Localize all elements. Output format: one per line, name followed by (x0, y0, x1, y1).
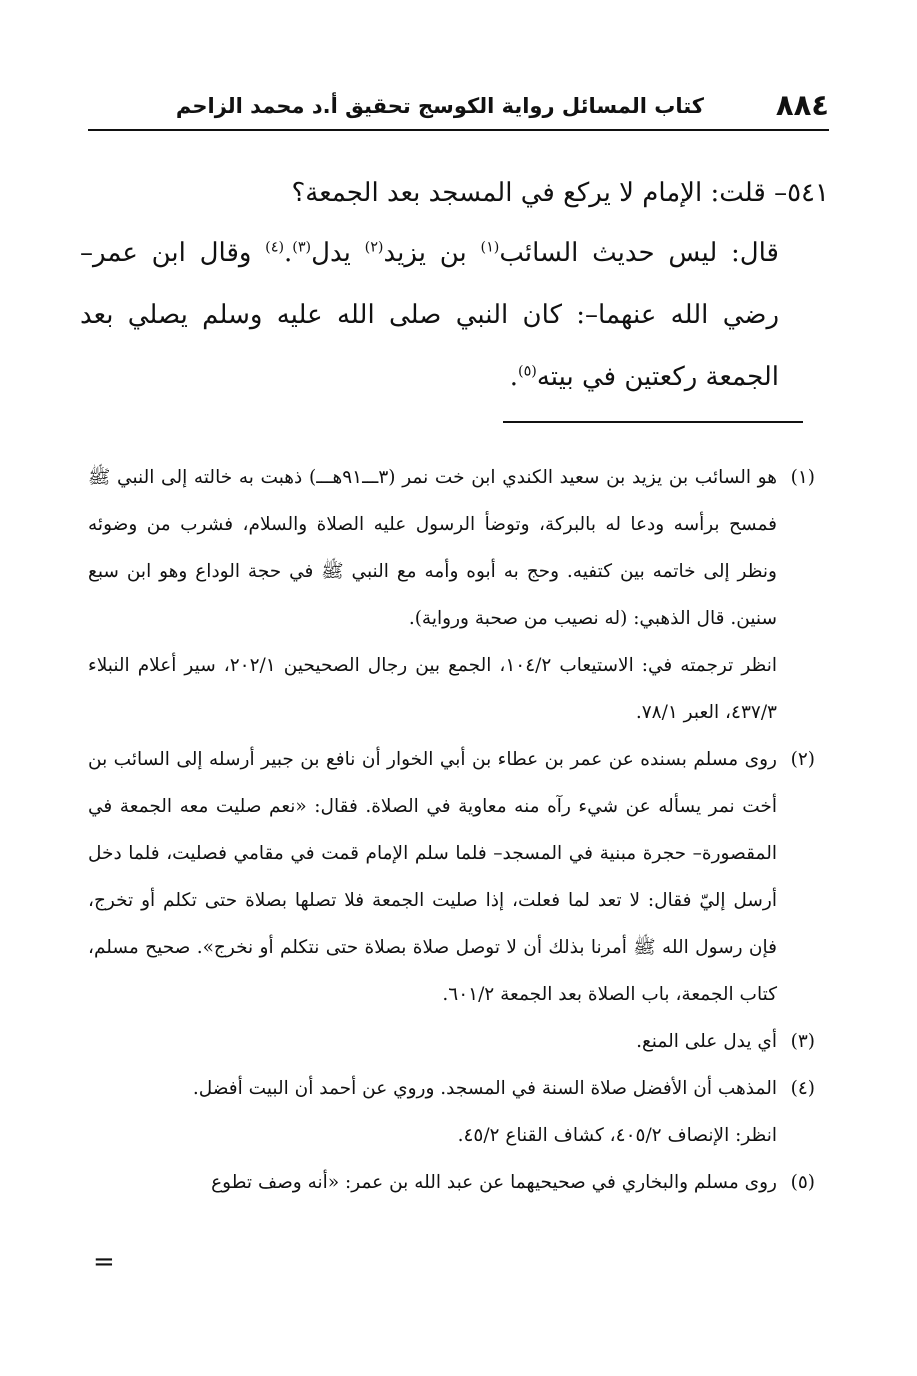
footnote-number: (٢) (790, 749, 815, 770)
footnotes (88, 454, 815, 1206)
footnote-paragraph: المذهب أن الأفضل صلاة السنة في المسجد. وروي عن أحمد أن البيت أفضل. (192, 1078, 777, 1099)
footnote-separator (503, 421, 803, 423)
footnote-4 (88, 1065, 815, 1159)
answer-prefix: قال: ليس حديث السائب (499, 238, 779, 268)
footnote-number: (٤) (790, 1078, 815, 1099)
main-text (80, 168, 829, 408)
page-number: ٨٨٤ (775, 88, 829, 122)
footnote-5 (88, 1159, 815, 1206)
footnote-ref-1: (١) (480, 239, 500, 256)
question-541: ٥٤١– قلت: الإمام لا يركع في المسجد بعد الجمعة؟ (291, 178, 829, 208)
answer-part-4: . (284, 238, 293, 268)
footnote-ref-3: (٣) (292, 239, 312, 256)
footnote-ref-2: (٢) (364, 239, 384, 256)
footnote-paragraph: روى مسلم بسنده عن عمر بن عطاء بن أبي الخوار أن نافع بن جبير أرسله إلى السائب بن أخت نمر يسأله عن شيء رآه منه معاوية في الصلاة. فقال: «نعم صليت معه الجمعة في المقصورة– حجرة مبنية في المسجد– فلما سلم الإمام قمت في مقامي فصليت، فلما دخل أرسل إليّ فقال: لا تعد لما فعلت، إذا صليت الجمعة فلا تصلها بصلاة حتى تكلم أو تخرج، فإن رسول الله ﷺ أمرنا بذلك أن لا توصل صلاة بصلاة حتى نتكلم أو نخرج». صحيح مسلم، كتاب الجمعة، باب الصلاة بعد الجمعة ٦٠١/٢. (88, 749, 777, 1005)
footnote-ref-5: (٥) (517, 363, 537, 380)
footnote-number: (٣) (790, 1031, 815, 1052)
footnote-2 (88, 736, 815, 1018)
footnote-paragraph: أي يدل على المنع. (636, 1031, 777, 1052)
answer-part-5: وقال ابن عمر– رضي الله عنهما–: كان النبي صلى الله عليه وسلم يصلي بعد الجمعة ركعتين في بيته (80, 238, 779, 392)
footnote-3 (88, 1018, 815, 1065)
answer-text (80, 222, 779, 408)
footnote-paragraph: روى مسلم والبخاري في صحيحيهما عن عبد الله بن عمر: «أنه وصف تطوع (211, 1172, 777, 1193)
footnote-number: (١) (790, 467, 815, 488)
running-title: كتاب المسائل رواية الكوسج تحقيق أ.د محمد الزاحم (175, 94, 704, 118)
continuation-mark: = (93, 1247, 115, 1277)
footnote-paragraph: انظر: الإنصاف ٤٠٥/٢، كشاف القناع ٤٥/٢. (457, 1125, 777, 1146)
page-header (88, 86, 829, 130)
footnote-paragraph: هو السائب بن يزيد بن سعيد الكندي ابن خت نمر (٣ـــ٩١هـــ) ذهبت به خالته إلى النبي ﷺ فمسح برأسه ودعا له بالبركة، وتوضأ الرسول عليه الصلاة والسلام، فشرب من وضوئه ونظر إلى خاتمه بين كتفيه. وحج به أبوه وأمه مع النبي ﷺ في حجة الوداع وهو ابن سبع سنين. قال الذهبي: (له نصيب من صحبة ورواية). (88, 467, 777, 629)
answer-end: . (509, 362, 518, 392)
header-rule (88, 129, 829, 131)
footnote-paragraph: انظر ترجمته في: الاستيعاب ١٠٤/٢، الجمع بين رجال الصحيحين ٢٠٢/١، سير أعلام النبلاء ٤٣٧/٣، العبر ٧٨/١. (88, 655, 777, 723)
footnote-1 (88, 454, 815, 736)
footnote-ref-4: (٤) (265, 239, 285, 256)
footnote-number: (٥) (790, 1172, 815, 1193)
answer-part-2: بن يزيد (383, 238, 481, 268)
answer-part-3: يدل (311, 238, 365, 268)
